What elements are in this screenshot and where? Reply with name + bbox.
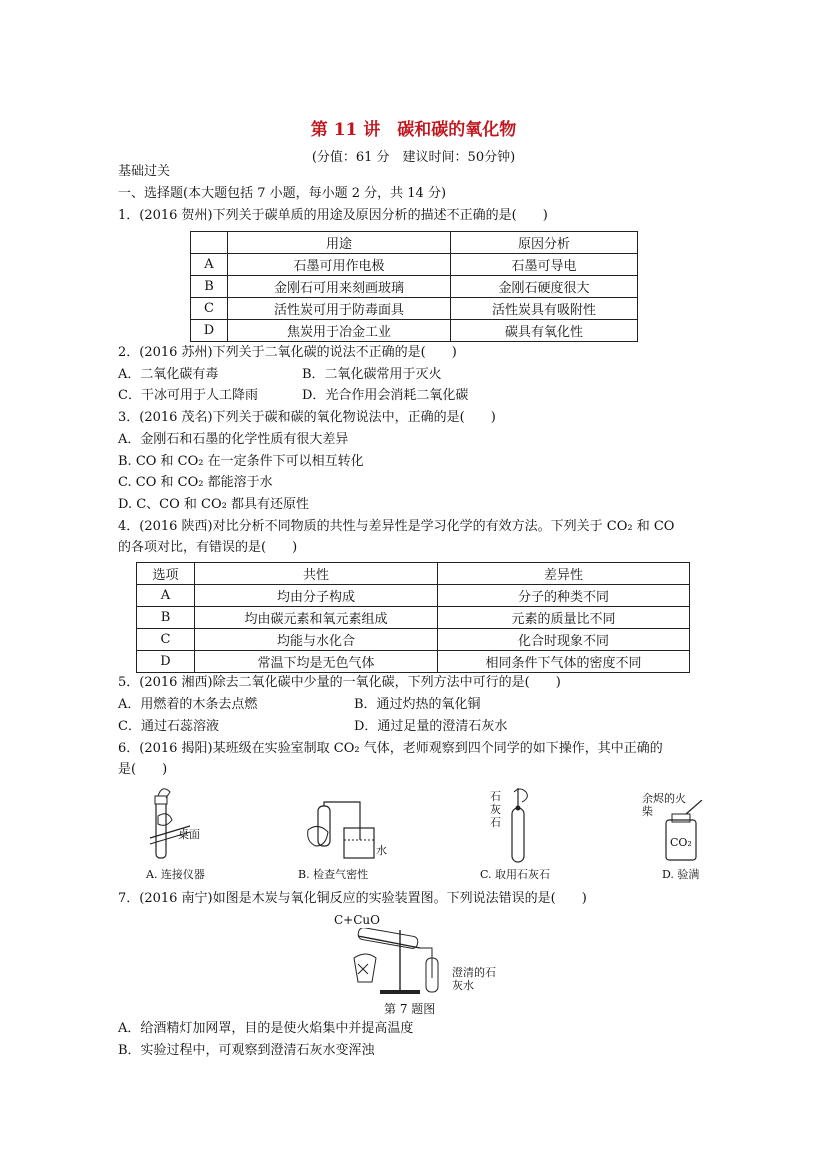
q5-stem: 5．(2016 湘西)除去二氧化碳中少量的一氧化碳，下列方法中可行的是( ) [118, 675, 561, 690]
table-row [191, 254, 638, 276]
q7-option-b: B．实验过程中，可观察到澄清石灰水变浑浊 [118, 1043, 375, 1058]
q6-stem-line2: 是( ) [118, 762, 168, 777]
table-cell: 均能与水化合 [195, 629, 438, 651]
q3-option-b: B. CO 和 CO₂ 在一定条件下可以相互转化 [118, 454, 364, 469]
table-cell: 均由碳元素和氧元素组成 [195, 607, 438, 629]
table-cell: 焦炭用于冶金工业 [228, 320, 451, 342]
figure-7-apparatus [340, 928, 460, 996]
q3-stem: 3．(2016 茂名)下列关于碳和碳的氧化物说法中，正确的是( ) [118, 410, 496, 425]
q7-stem: 7．(2016 南宁)如图是木炭与氧化铜反应的实验装置图。下列说法错误的是( ) [118, 891, 587, 906]
figure-b-caption: B. 检查气密性 [298, 868, 369, 881]
table-cell: C [137, 629, 195, 651]
table-row [191, 298, 638, 320]
table-cell: D [137, 651, 195, 673]
figure-7-limewater-label: 澄清的石灰水 [452, 966, 496, 992]
figure-airtight-check [300, 800, 380, 866]
table-cell: 活性炭具有吸附性 [451, 298, 638, 320]
q5-option-c: C．通过石蕊溶液 [118, 719, 219, 734]
q3-option-d: D. C、CO 和 CO₂ 都具有还原性 [118, 497, 309, 512]
figure-c-label: 石灰石 [490, 790, 501, 829]
table-cell: 分子的种类不同 [438, 585, 690, 607]
q4-stem-line1: 4．(2016 陕西)对比分析不同物质的共性与差异性是学习化学的有效方法。下列关于 CO₂ 和 CO [118, 519, 675, 534]
q2-option-d: D．光合作用会消耗二氧化碳 [302, 388, 469, 403]
figure-take-limestone [500, 786, 550, 866]
table-cell: 差异性 [438, 563, 690, 585]
q2-stem: 2．(2016 苏州)下列关于二氧化碳的说法不正确的是( ) [118, 345, 457, 360]
table-cell: B [137, 607, 195, 629]
q3-option-a: A．金刚石和石墨的化学性质有很大差异 [118, 432, 349, 447]
table-cell: C [191, 298, 228, 320]
q4-table [136, 562, 690, 673]
table-cell: 金刚石可用来刻画玻璃 [228, 276, 451, 298]
q2-option-b: B．二氧化碳常用于灭火 [302, 367, 442, 382]
table-cell: 活性炭可用于防毒面具 [228, 298, 451, 320]
page-subtitle: (分值：61 分 建议时间：50分钟) [311, 150, 516, 165]
q5-option-d: D．通过足量的澄清石灰水 [354, 719, 508, 734]
q1-stem: 1．(2016 贺州)下列关于碳单质的用途及原因分析的描述不正确的是( ) [118, 208, 548, 223]
table-cell: A [137, 585, 195, 607]
table-row [191, 320, 638, 342]
table-cell: A [191, 254, 228, 276]
table-cell: 共性 [195, 563, 438, 585]
figure-d-gas: CO₂ [670, 836, 692, 849]
table-cell: 石墨可导电 [451, 254, 638, 276]
q4-stem-line2: 的各项对比，有错误的是( ) [118, 540, 298, 555]
figure-c-caption: C. 取用石灰石 [480, 868, 551, 881]
table-cell [191, 232, 228, 254]
q3-option-c: C. CO 和 CO₂ 都能溶于水 [118, 475, 273, 490]
table-cell: 选项 [137, 563, 195, 585]
table-header-row [137, 563, 690, 585]
q2-option-c: C．干冰可用于人工降雨 [118, 388, 258, 403]
table-cell: 金刚石硬度很大 [451, 276, 638, 298]
section-heading: 基础过关 [118, 164, 171, 179]
q5-option-a: A．用燃着的木条去点燃 [118, 697, 258, 712]
table-row [137, 585, 690, 607]
figure-7-reactant-label: C+CuO [334, 913, 380, 927]
table-cell: 石墨可用作电极 [228, 254, 451, 276]
table-cell: 常温下均是无色气体 [195, 651, 438, 673]
table-row [137, 607, 690, 629]
table-row [137, 651, 690, 673]
table-cell: D [191, 320, 228, 342]
q5-option-b: B．通过灼热的氧化铜 [354, 697, 481, 712]
table-cell: 均由分子构成 [195, 585, 438, 607]
page-title: 第 11 讲 碳和碳的氧化物 [310, 120, 517, 140]
figure-7-caption: 第 7 题图 [384, 1002, 436, 1016]
q6-stem-line1: 6．(2016 揭阳)某班级在实验室制取 CO₂ 气体，老师观察到四个同学的如下操作，其中正确的 [118, 741, 663, 756]
table-cell: 元素的质量比不同 [438, 607, 690, 629]
table-cell: B [191, 276, 228, 298]
table-cell: 化合时现象不同 [438, 629, 690, 651]
table-row [137, 629, 690, 651]
figure-a-label: 桌面 [178, 828, 200, 841]
figure-a-caption: A. 连接仪器 [146, 868, 205, 881]
table-cell: 碳具有氧化性 [451, 320, 638, 342]
part-heading: 一、选择题(本大题包括 7 小题，每小题 2 分，共 14 分) [118, 186, 447, 201]
q1-table [190, 231, 638, 342]
table-cell: 用途 [228, 232, 451, 254]
table-cell: 相同条件下气体的密度不同 [438, 651, 690, 673]
table-row [191, 276, 638, 298]
table-header-row [191, 232, 638, 254]
q7-option-a: A．给酒精灯加网罩，目的是使火焰集中并提高温度 [118, 1021, 414, 1036]
figure-b-label: 水 [376, 844, 387, 857]
q2-option-a: A．二氧化碳有毒 [118, 367, 219, 382]
table-cell: 原因分析 [451, 232, 638, 254]
figure-d-label: 余烬的火柴 [642, 792, 686, 818]
figure-d-caption: D. 验满 [662, 868, 700, 881]
